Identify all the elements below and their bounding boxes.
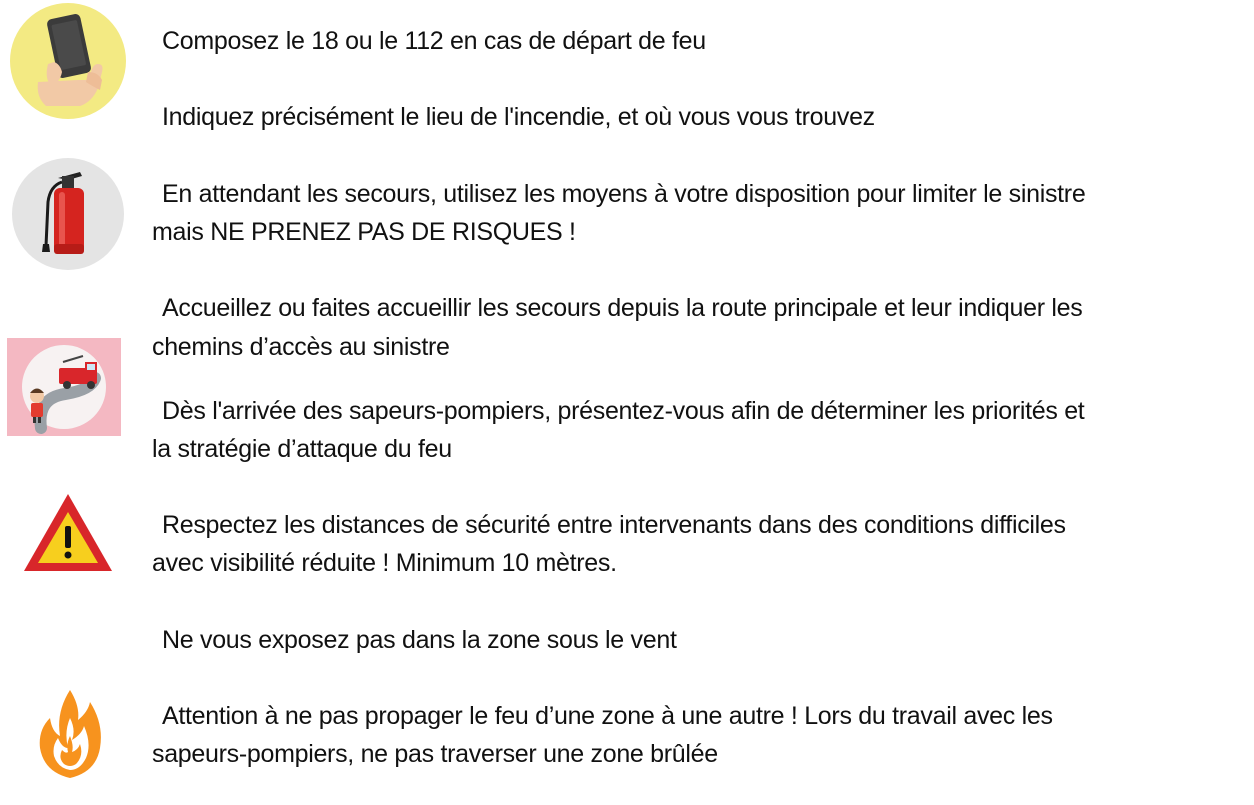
instruction-do-not-spread-fire-line-2: sapeurs-pompiers, ne pas traverser une zone brûlée xyxy=(152,740,718,768)
instruction-welcome-rescue-line-2: chemins d’accès au sinistre xyxy=(152,333,450,361)
phone-call-icon xyxy=(8,2,128,120)
instruction-present-yourself-line-1: Dès l'arrivée des sapeurs-pompiers, présentez-vous afin de déterminer les priorités et xyxy=(162,397,1085,425)
instruction-welcome-rescue-line-1: Accueillez ou faites accueillir les secours depuis la route principale et leur indiquer les xyxy=(162,294,1083,322)
instruction-safety-distance-line-1: Respectez les distances de sécurité entre intervenants dans des conditions difficiles xyxy=(162,511,1066,539)
instruction-do-not-spread-fire-line-1: Attention à ne pas propager le feu d’une zone à une autre ! Lors du travail avec les xyxy=(162,702,1053,730)
instruction-indicate-location: Indiquez précisément le lieu de l'incendie, et où vous vous trouvez xyxy=(162,103,875,131)
instruction-downwind-zone: Ne vous exposez pas dans la zone sous le vent xyxy=(162,626,677,654)
instruction-present-yourself-line-2: la stratégie d’attaque du feu xyxy=(152,435,452,463)
warning-triangle-icon xyxy=(22,492,114,574)
fire-truck-icon xyxy=(7,338,121,436)
instruction-call-emergency: Composez le 18 ou le 112 en cas de départ de feu xyxy=(162,27,706,55)
flame-icon xyxy=(36,688,104,780)
instruction-limit-disaster-line-2: mais NE PRENEZ PAS DE RISQUES ! xyxy=(152,218,576,246)
fire-extinguisher-icon xyxy=(10,156,126,272)
instruction-safety-distance-line-2: avec visibilité réduite ! Minimum 10 mètres. xyxy=(152,549,617,577)
instruction-limit-disaster-line-1: En attendant les secours, utilisez les moyens à votre disposition pour limiter le sinistre xyxy=(162,180,1086,208)
